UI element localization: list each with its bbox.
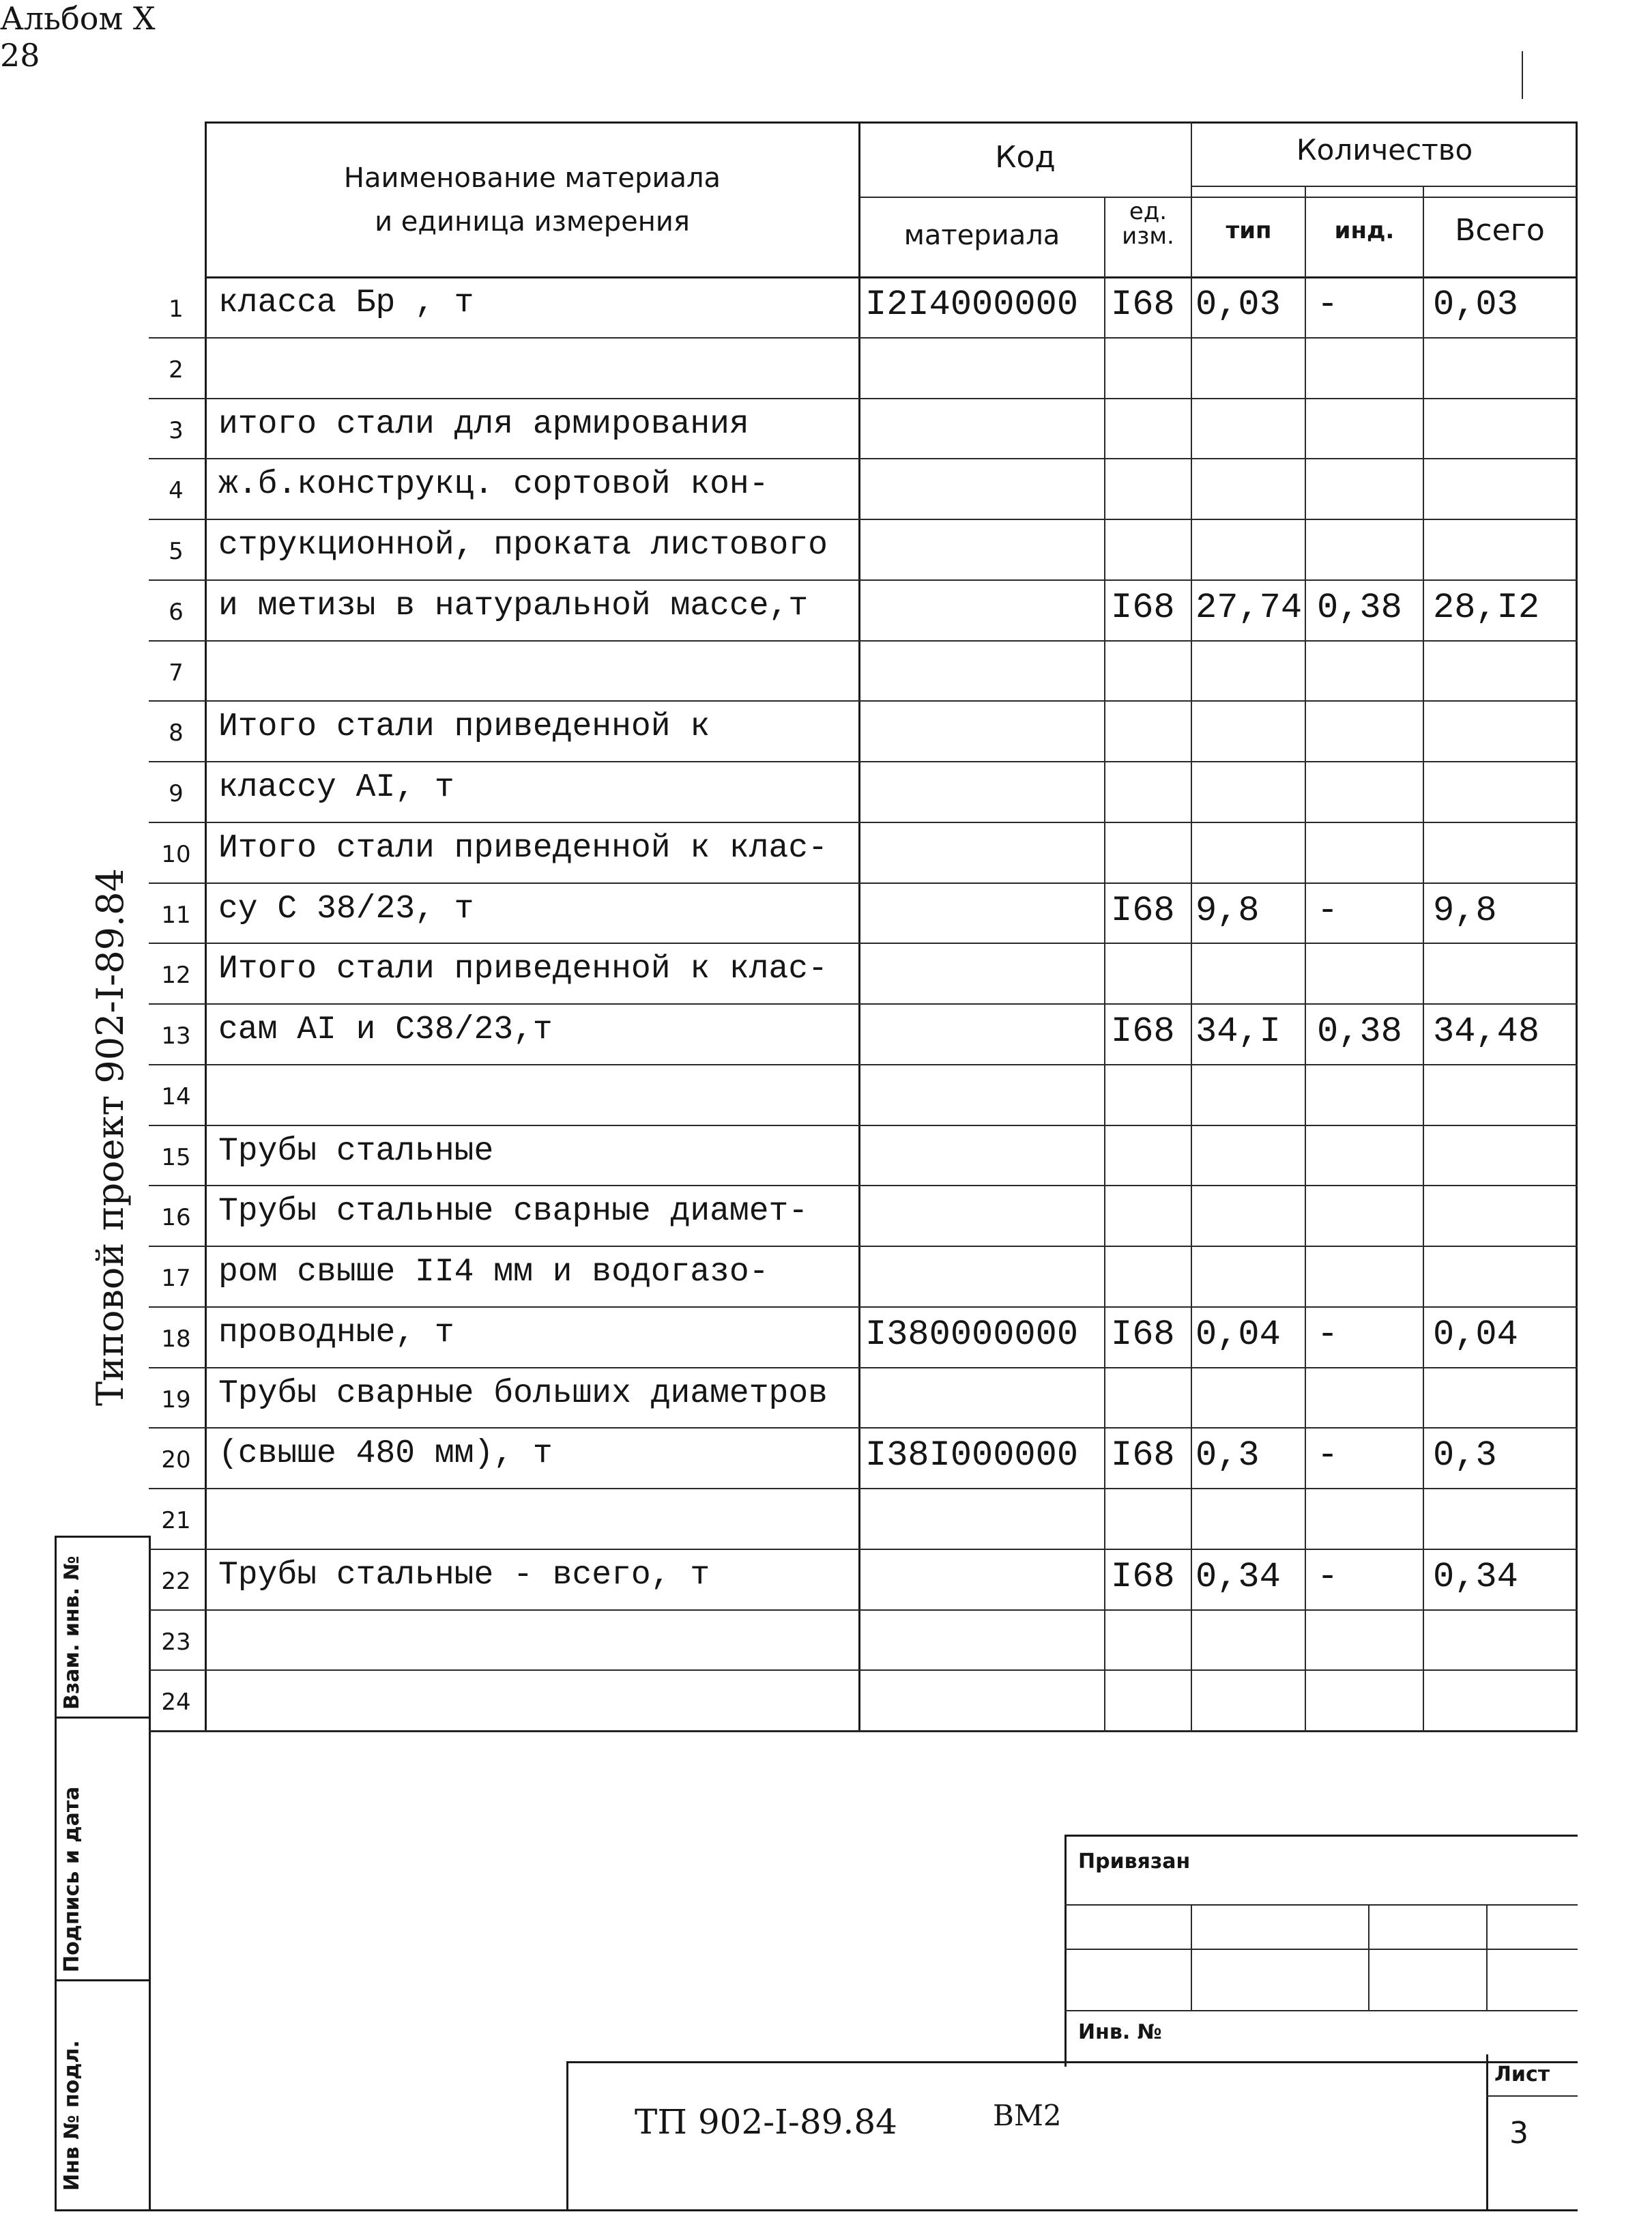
- unit-code: I68: [1111, 1435, 1175, 1476]
- unit-code: I68: [1111, 285, 1175, 325]
- col-name-header-2: и единица измерения: [375, 206, 690, 238]
- qty-type: 0,04: [1195, 1314, 1281, 1355]
- col-type-header: тип: [1226, 217, 1272, 244]
- qty-type: 9,8: [1195, 890, 1260, 931]
- unit-code: I68: [1111, 1314, 1175, 1355]
- material-code: I38I000000: [865, 1435, 1079, 1476]
- qty-total: 28,I2: [1433, 587, 1540, 628]
- sheet-label: Лист: [1494, 2063, 1550, 2086]
- row-number: 19: [161, 1386, 191, 1413]
- material-name: Итого стали приведенной к клас-: [218, 829, 828, 867]
- row-number: 24: [161, 1689, 191, 1717]
- qty-total: 34,48: [1433, 1011, 1540, 1052]
- inv-orig-label: Инв № подл.: [60, 2040, 84, 2191]
- unit-code: I68: [1111, 587, 1175, 628]
- material-name: сам AI и С38/23,т: [218, 1011, 553, 1048]
- qty-total: 0,3: [1433, 1435, 1497, 1476]
- material-name: Итого стали приведенной к клас-: [218, 951, 828, 988]
- qty-total: 0,03: [1433, 285, 1518, 325]
- row-number: 18: [161, 1325, 191, 1353]
- qty-total: 0,34: [1433, 1556, 1518, 1597]
- album-title: Альбом X: [0, 0, 156, 37]
- material-name: класса Бр , т: [218, 285, 474, 321]
- col-ind-header: инд.: [1334, 217, 1395, 244]
- material-name: струкционной, проката листового: [218, 527, 828, 564]
- qty-type: 34,I: [1195, 1011, 1281, 1052]
- material-name: су С 38/23, т: [218, 890, 474, 928]
- row-number: 15: [161, 1143, 191, 1171]
- qty-ind: -: [1317, 285, 1339, 325]
- row-number: 11: [161, 901, 191, 929]
- page-number: 28: [0, 37, 40, 74]
- col-unit-header: ед. изм.: [1122, 198, 1174, 250]
- row-number: 9: [169, 780, 184, 807]
- material-name: классу AI, т: [218, 769, 454, 806]
- unit-code: I68: [1111, 1011, 1175, 1052]
- material-name: Трубы стальные - всего, т: [218, 1556, 710, 1594]
- document-code: ТП 902-I-89.84: [635, 2102, 897, 2142]
- sheet-number: 3: [1509, 2116, 1528, 2151]
- row-number: 2: [169, 356, 184, 384]
- material-name: проводные, т: [218, 1314, 454, 1351]
- material-code: I2I4000000: [865, 285, 1079, 325]
- row-number: 21: [161, 1507, 191, 1534]
- qty-ind: 0,38: [1317, 1011, 1402, 1052]
- material-name: Трубы сварные больших диаметров: [218, 1375, 828, 1412]
- qty-type: 0,03: [1195, 285, 1281, 325]
- row-number: 6: [169, 598, 184, 626]
- unit-code: I68: [1111, 890, 1175, 931]
- bound-label: Привязан: [1078, 1850, 1191, 1874]
- material-code: I380000000: [865, 1314, 1079, 1355]
- row-number: 3: [169, 416, 184, 444]
- unit-code: I68: [1111, 1556, 1175, 1597]
- row-number: 23: [161, 1628, 191, 1656]
- row-number: 14: [161, 1082, 191, 1110]
- qty-type: 27,74: [1195, 587, 1303, 628]
- material-name: ж.б.конструкц. сортовой кон-: [218, 466, 769, 504]
- material-name: и метизы в натуральной массе,т: [218, 587, 809, 625]
- row-number: 17: [161, 1265, 191, 1292]
- inv-label: Инв. №: [1078, 2020, 1162, 2044]
- row-number: 16: [161, 1204, 191, 1232]
- col-code-header: Код: [995, 140, 1056, 175]
- material-name: Трубы стальные: [218, 1132, 494, 1170]
- row-number: 8: [169, 719, 184, 747]
- qty-ind: -: [1317, 1556, 1339, 1597]
- qty-ind: -: [1317, 890, 1339, 931]
- material-name: Трубы стальные сварные диамет-: [218, 1193, 809, 1231]
- material-name: ром свыше II4 мм и водогазо-: [218, 1254, 769, 1291]
- page-number-divider: [1522, 51, 1523, 99]
- qty-type: 0,3: [1195, 1435, 1260, 1476]
- col-code-subheader: материала: [903, 220, 1060, 251]
- qty-total: 0,04: [1433, 1314, 1518, 1355]
- row-number: 5: [169, 538, 184, 565]
- row-number: 12: [161, 962, 191, 990]
- row-number: 20: [161, 1446, 191, 1474]
- col-qty-header: Количество: [1296, 133, 1473, 167]
- col-name-header-1: Наименование материала: [343, 162, 721, 194]
- material-name: итого стали для армирования: [218, 405, 749, 443]
- replace-inv-label: Взам. инв. №: [60, 1555, 84, 1710]
- row-number: 4: [169, 477, 184, 505]
- sign-date-label: Подпись и дата: [60, 1786, 84, 1972]
- qty-total: 9,8: [1433, 890, 1497, 931]
- row-number: 1: [169, 296, 184, 323]
- col-total-header: Всего: [1455, 213, 1545, 248]
- material-name: Итого стали приведенной к: [218, 708, 710, 746]
- row-number: 10: [161, 840, 191, 868]
- row-number: 7: [169, 659, 184, 687]
- row-number: 13: [161, 1022, 191, 1050]
- qty-type: 0,34: [1195, 1556, 1281, 1597]
- material-name: (свыше 480 мм), т: [218, 1435, 553, 1473]
- document-mark: ВМ2: [993, 2099, 1062, 2132]
- row-number: 22: [161, 1567, 191, 1595]
- project-side-title: Типовой проект 902-I-89.84: [89, 868, 132, 1406]
- qty-ind: 0,38: [1317, 587, 1402, 628]
- qty-ind: -: [1317, 1314, 1339, 1355]
- qty-ind: -: [1317, 1435, 1339, 1476]
